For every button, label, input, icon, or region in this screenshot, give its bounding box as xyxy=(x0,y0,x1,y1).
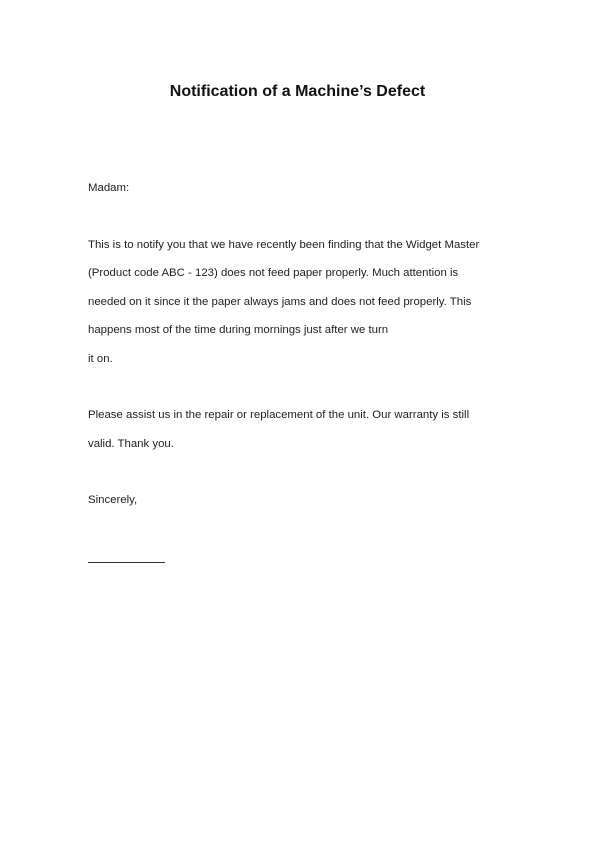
closing: Sincerely, xyxy=(88,494,138,506)
paragraph-1-line: (Product code ABC - 123) does not feed paper properly. Much attention is xyxy=(88,267,459,279)
salutation: Madam: xyxy=(88,182,130,194)
paragraph-1-line: it on. xyxy=(88,353,113,365)
paragraph-1-line: This is to notify you that we have recently been finding that the Widget Master xyxy=(88,239,480,251)
paragraph-2-line: valid. Thank you. xyxy=(88,438,174,450)
signature-line xyxy=(88,562,165,563)
paragraph-2-line: Please assist us in the repair or replacement of the unit. Our warranty is still xyxy=(88,409,470,421)
page-title: Notification of a Machine’s Defect xyxy=(169,83,426,100)
paragraph-1-line: happens most of the time during mornings just after we turn xyxy=(88,324,389,336)
paragraph-1-line: needed on it since it the paper always jams and does not feed properly. This xyxy=(88,296,472,308)
